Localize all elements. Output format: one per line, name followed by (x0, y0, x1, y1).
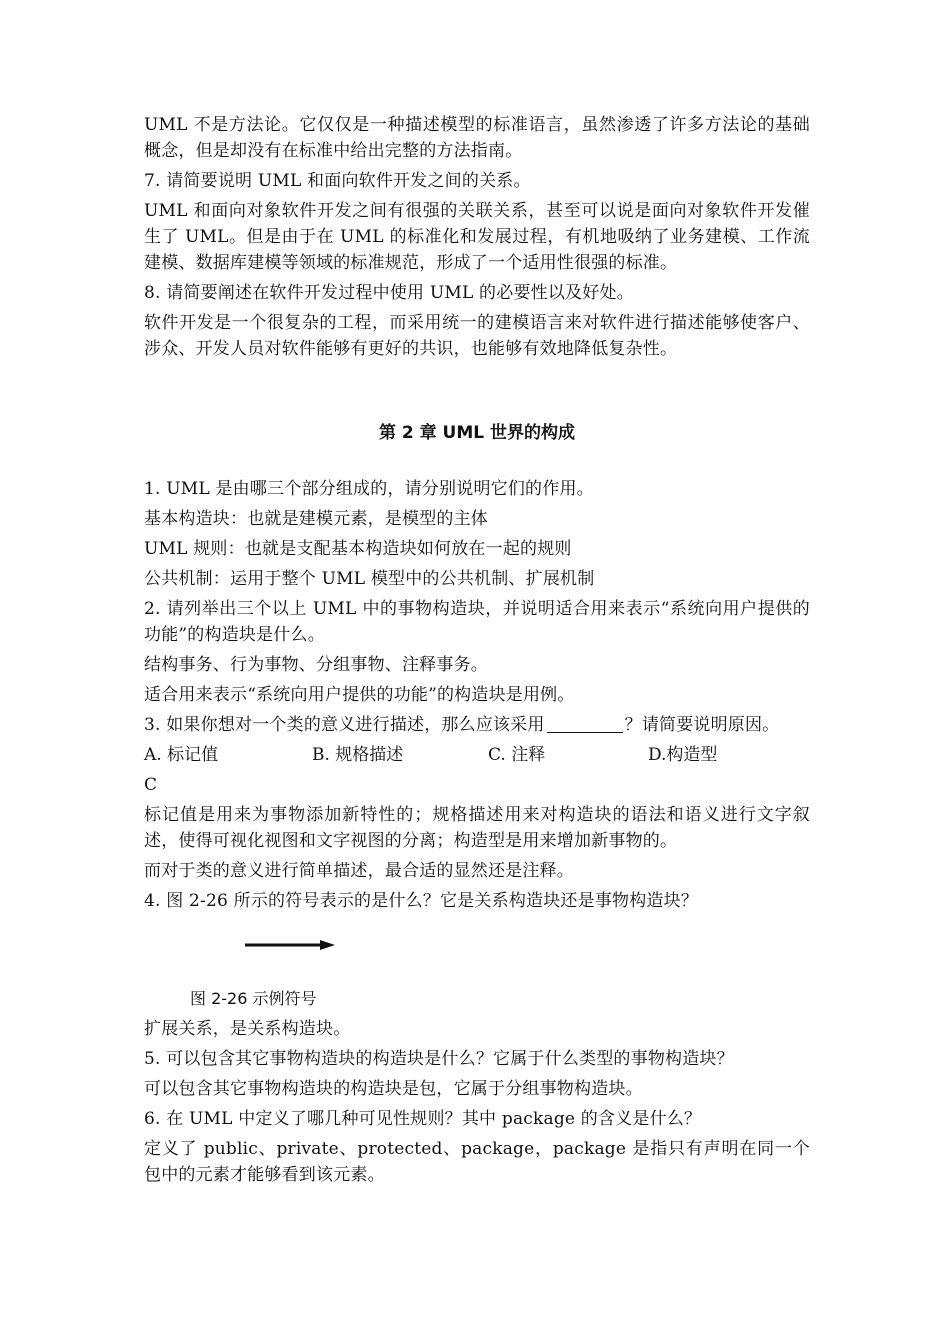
question-4: 4. 图 2-26 所示的符号表示的是什么？它是关系构造块还是事物构造块？ (144, 891, 699, 911)
question-3 (144, 712, 810, 738)
question-5: 5. 可以包含其它事物构造块的构造块是什么？它属于什么类型的事物构造块？ (144, 1049, 734, 1069)
figure-caption: 图 2-26 示例符号 (190, 989, 317, 1008)
chapter-title: 第 2 章 UML 世界的构成 (378, 423, 576, 443)
answer-blank (547, 714, 623, 733)
answer-7: UML 和面向对象软件开发之间有很强的关联关系，甚至可以说是面向对象软件开发催生了 UML。但是由于在 UML 的标准化和发展过程，有机地吸纳了业务建模、工作流建模、数据库建模等领域的标准规范，形成了一个适用性很强的标准。 (144, 201, 810, 273)
question-3-text: 3. 如果你想对一个类的意义进行描述，那么应该采用 (144, 715, 545, 735)
question-3-options (144, 742, 810, 768)
answer-1-common-mechanisms: 公共机制：运用于整个 UML 模型中的公共机制、扩展机制 (144, 569, 595, 589)
question-7: 7. 请简要说明 UML 和面向软件开发之间的关系。 (144, 171, 531, 191)
figure-2-26 (144, 924, 810, 986)
question-6: 6. 在 UML 中定义了哪几种可见性规则？其中 package 的含义是什么？ (144, 1109, 702, 1129)
option-d: D.构造型 (648, 745, 718, 765)
document-page (144, 112, 810, 1192)
paragraph-methodology: UML 不是方法论。它仅仅是一种描述模型的标准语言，虽然渗透了许多方法论的基础概念，但是却没有在标准中给出完整的方法指南。 (144, 115, 810, 161)
question-1: 1. UML 是由哪三个部分组成的，请分别说明它们的作用。 (144, 479, 594, 499)
answer-3-choice: C (144, 775, 158, 795)
answer-5: 可以包含其它事物构造块的构造块是包，它属于分组事物构造块。 (144, 1079, 643, 1099)
question-8: 8. 请简要阐述在软件开发过程中使用 UML 的必要性以及好处。 (144, 283, 634, 303)
answer-8: 软件开发是一个很复杂的工程，而采用统一的建模语言来对软件进行描述能够使客户、涉众、开发人员对软件能够有更好的共识，也能够有效地降低复杂性。 (144, 313, 810, 359)
answer-2-use-case: 适合用来表示“系统向用户提供的功能”的构造块是用例。 (144, 685, 575, 705)
answer-3-explanation: 标记值是用来为事物添加新特性的；规格描述用来对构造块的语法和语义进行文字叙述，使得可视化视图和文字视图的分离；构造型是用来增加新事物的。 (144, 805, 810, 851)
answer-1-building-blocks: 基本构造块：也就是建模元素，是模型的主体 (144, 509, 488, 529)
answer-4: 扩展关系，是关系构造块。 (144, 1019, 351, 1039)
option-b: B. 规格描述 (312, 745, 404, 765)
answer-3-conclusion: 而对于类的意义进行简单描述，最合适的显然还是注释。 (144, 861, 574, 881)
option-c: C. 注释 (488, 745, 546, 765)
answer-1-rules: UML 规则：也就是支配基本构造块如何放在一起的规则 (144, 539, 572, 559)
option-a: A. 标记值 (144, 745, 219, 765)
question-3-tail: ？请简要说明原因。 (624, 715, 780, 735)
answer-6: 定义了 public、private、protected、package，package 是指只有声明在同一个包中的元素才能够看到该元素。 (144, 1139, 810, 1185)
answer-2-things: 结构事务、行为事物、分组事物、注释事务。 (144, 655, 488, 675)
question-2: 2. 请列举出三个以上 UML 中的事物构造块，并说明适合用来表示“系统向用户提供的功能”的构造块是什么。 (144, 599, 810, 645)
arrow-icon (244, 938, 336, 952)
